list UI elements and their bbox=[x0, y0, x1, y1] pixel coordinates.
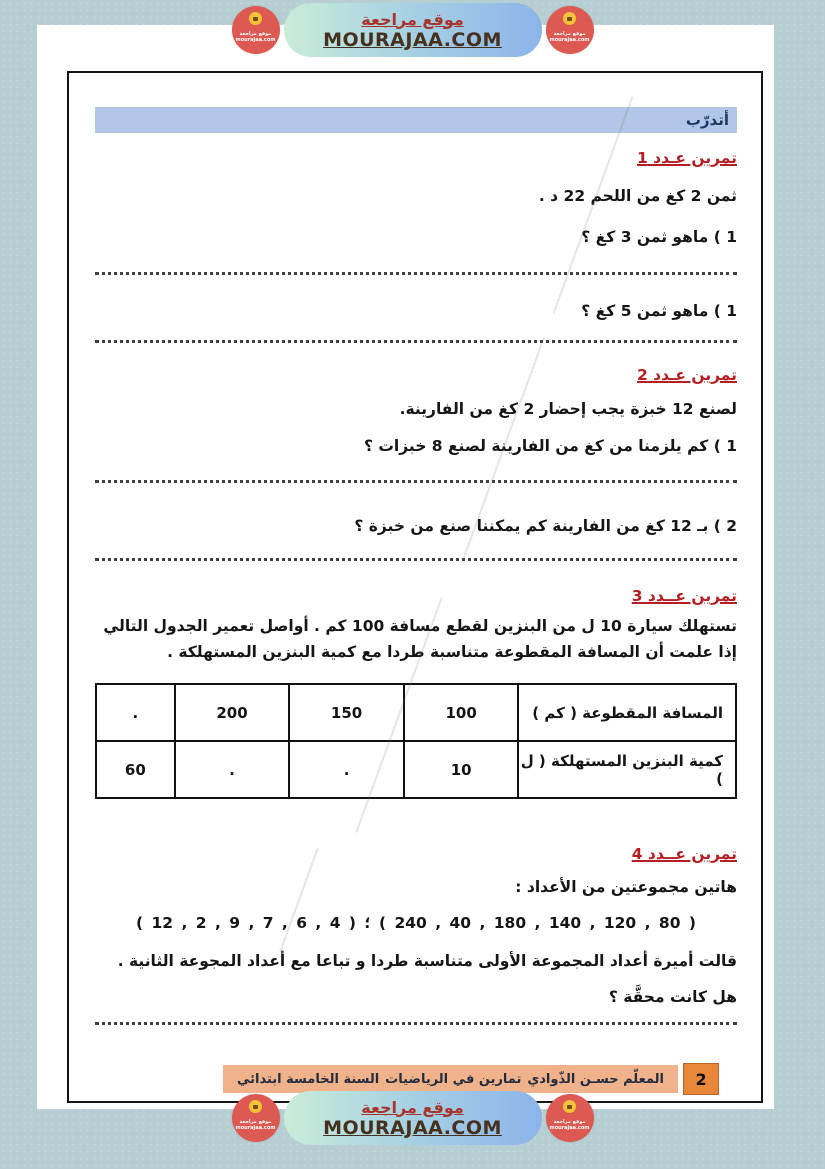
table-cell: . bbox=[175, 741, 290, 798]
logo-lamp-icon bbox=[563, 12, 576, 25]
exercise2-statement: لصنع 12 خبزة يجب إحضار 2 كغ من الفارينة. bbox=[399, 400, 737, 418]
logo-text-ar: موقع مراجعة bbox=[239, 1119, 272, 1125]
exercise4-question: هل كانت محقَّة ؟ bbox=[608, 988, 737, 1006]
table-row-header: كمية البنزين المستهلكة ( ل ) bbox=[518, 741, 736, 798]
exercise4-number-sets: ( 80 , 120 , 140 , 180 , 40 , 240 ) ؛ ( 4 , 6 , 7 , 9 , 2 , 12 ) bbox=[136, 914, 696, 932]
content-frame bbox=[67, 71, 763, 1103]
exercise4-claim: قالت أميرة أعداد المجموعة الأولى متناسبة طردا و تباعا مع أعداد المجوعة الثانية . bbox=[117, 952, 737, 970]
site-name-arabic: موقع مراجعة bbox=[361, 1097, 464, 1117]
table-cell: 100 bbox=[404, 684, 519, 741]
answer-dotted-line bbox=[95, 558, 737, 561]
practice-header-bar: أتدرّب bbox=[95, 107, 737, 133]
exercise2-question1: 1 ) كم يلزمنا من كغ من الفارينة لصنع 8 خبزات ؟ bbox=[363, 437, 737, 455]
table-row bbox=[96, 684, 736, 741]
logo-text-url: mourajaa.com bbox=[235, 37, 276, 43]
logo-text-url: mourajaa.com bbox=[549, 1125, 590, 1131]
table-cell: 150 bbox=[289, 684, 404, 741]
exercise1-title: تمرين عـدد 1 bbox=[636, 149, 737, 167]
table-cell: 10 bbox=[404, 741, 519, 798]
site-url-link[interactable]: MOURAJAA.COM bbox=[323, 1116, 502, 1139]
site-logo bbox=[232, 6, 280, 54]
logo-text-url: mourajaa.com bbox=[235, 1125, 276, 1131]
table-row-header: المسافة المقطوعة ( كم ) bbox=[518, 684, 736, 741]
logo-text-url: mourajaa.com bbox=[549, 37, 590, 43]
site-url-link[interactable]: MOURAJAA.COM bbox=[323, 28, 502, 51]
answer-dotted-line bbox=[95, 480, 737, 483]
logo-lamp-icon bbox=[249, 1100, 262, 1113]
page-number-box: 2 bbox=[683, 1063, 719, 1095]
top-banner bbox=[232, 3, 594, 57]
answer-dotted-line bbox=[95, 340, 737, 343]
exercise1-question1: 1 ) ماهو ثمن 3 كغ ؟ bbox=[581, 228, 737, 246]
bottom-banner bbox=[232, 1091, 594, 1145]
logo-text-ar: موقع مراجعة bbox=[239, 31, 272, 37]
site-banner-pill[interactable] bbox=[284, 1091, 542, 1145]
site-name-arabic: موقع مراجعة bbox=[361, 9, 464, 29]
footer-bar bbox=[223, 1065, 678, 1093]
logo-lamp-icon bbox=[563, 1100, 576, 1113]
exercise2-question2: 2 ) بـ 12 كغ من الفارينة كم يمكننا صنع من خبزة ؟ bbox=[354, 517, 737, 535]
site-banner-pill[interactable] bbox=[284, 3, 542, 57]
exercise1-question2: 1 ) ماهو ثمن 5 كغ ؟ bbox=[581, 302, 737, 320]
table-cell: 200 bbox=[175, 684, 290, 741]
logo-text-ar: موقع مراجعة bbox=[553, 1119, 586, 1125]
table-row bbox=[96, 741, 736, 798]
logo-text-ar: موقع مراجعة bbox=[553, 31, 586, 37]
exercise3-statement: تستهلك سيارة 10 ل من البنزين لقطع مسافة 100 كم . أواصل تعمير الجدول التالي إذا علمت أن المسافة المقطوعة متناسبة طردا مع كمية البنزين المستهلكة . bbox=[103, 617, 737, 661]
table-cell: . bbox=[289, 741, 404, 798]
exercise1-statement: ثمن 2 كغ من اللحم 22 د . bbox=[538, 187, 737, 205]
footer-teacher: المعلّم حسـن الذّوادي bbox=[527, 1071, 664, 1087]
answer-dotted-line bbox=[95, 1022, 737, 1025]
footer-grade: السنة الخامسة ابتدائي bbox=[237, 1071, 380, 1087]
site-logo bbox=[546, 6, 594, 54]
exercise3-title: تمرين عــدد 3 bbox=[631, 587, 737, 605]
exercise4-title: تمرين عــدد 4 bbox=[631, 845, 737, 863]
answer-dotted-line bbox=[95, 272, 737, 275]
exercise2-title: تمرين عـدد 2 bbox=[636, 366, 737, 384]
site-logo bbox=[546, 1094, 594, 1142]
logo-lamp-icon bbox=[249, 12, 262, 25]
table-cell: . bbox=[96, 684, 175, 741]
footer-subject: تمارين في الرياضيات bbox=[385, 1071, 522, 1087]
site-logo bbox=[232, 1094, 280, 1142]
exercise4-statement: هاتين مجموعتين من الأعداد : bbox=[515, 878, 737, 896]
worksheet-page bbox=[37, 25, 774, 1109]
table-cell: 60 bbox=[96, 741, 175, 798]
proportion-table bbox=[95, 683, 737, 799]
